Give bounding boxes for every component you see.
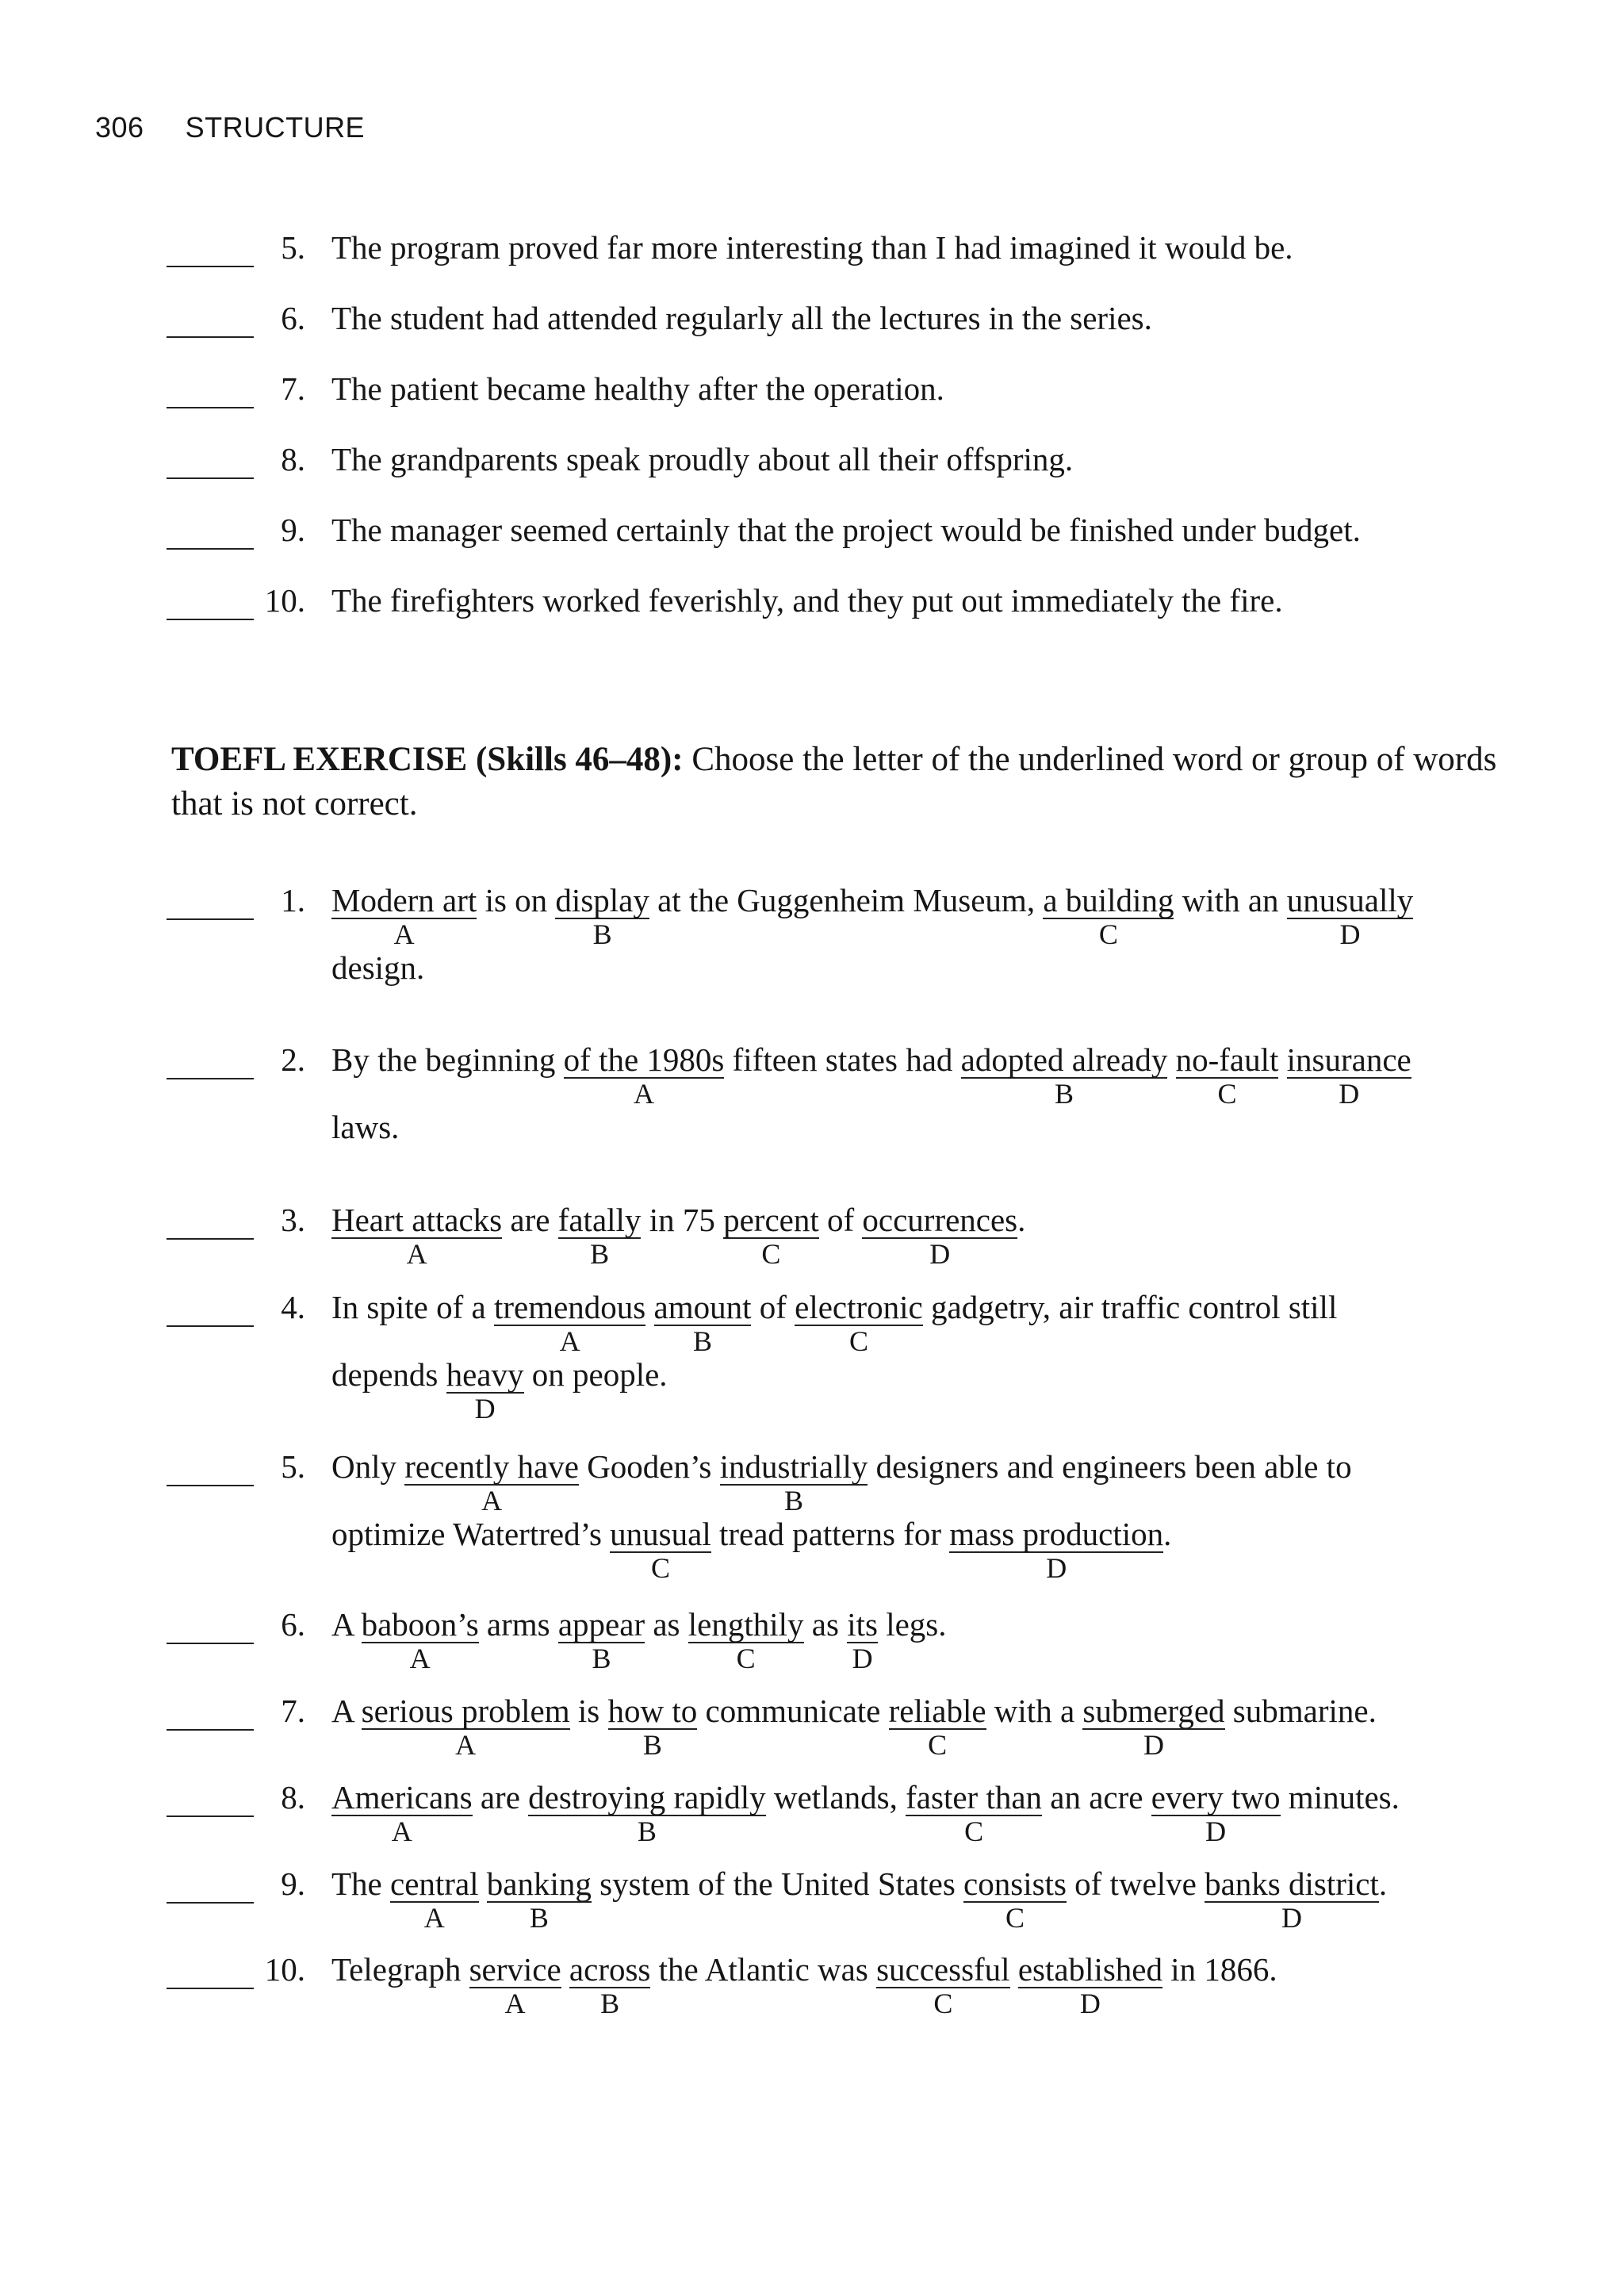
item-sentence: The student had attended regularly all the lectures in the series. [331,300,1152,336]
option-letter-d: D [852,1643,873,1675]
question-sentence: Telegraph service A across B the Atlantic was successful C established D in 1866. [331,1951,1277,2020]
question-number: 2. [281,1041,305,1078]
question-sentence: A serious problem A is how to B communicate reliable C with a submerged D submarine. [331,1693,1377,1762]
question-number: 4. [281,1289,305,1325]
question-number: 8. [281,1779,305,1815]
option-letter-b: B [692,1325,712,1358]
option-letter-d: D [474,1393,496,1425]
option-letter-d: D [1339,1078,1360,1110]
item-number: 9. [281,512,305,548]
underlined-option-b[interactable]: industrially B [719,1448,868,1517]
option-letter-a: A [455,1729,477,1762]
underlined-option-c[interactable]: percent C [723,1202,819,1271]
question-sentence: In spite of a tremendous A amount B of electronic C gadgetry, air traffic control still [331,1289,1338,1358]
underlined-option-c[interactable]: lengthily C [688,1606,804,1675]
option-letter-d: D [1079,1988,1101,2020]
option-letter-d: D [1046,1552,1067,1585]
underlined-option-d[interactable]: every two D [1151,1779,1281,1848]
option-letter-b: B [529,1902,549,1934]
question-number: 3. [281,1202,305,1238]
underlined-option-d[interactable]: its D [847,1606,878,1675]
question-sentence: Heart attacks A are fatally B in 75 percent C of occurrences D . [331,1202,1026,1271]
item-sentence: The grandparents speak proudly about all their offspring. [331,441,1074,477]
option-letter-a: A [634,1078,655,1110]
item-sentence: The manager seemed certainly that the project would be finished under budget. [331,512,1361,548]
option-letter-b: B [1054,1078,1074,1110]
option-letter-a: A [481,1485,503,1517]
item-number: 6. [281,300,305,336]
underlined-option-b[interactable]: adopted already B [960,1041,1168,1110]
option-letter-b: B [592,1643,611,1675]
option-letter-d: D [1143,1729,1164,1762]
option-letter-d: D [929,1238,951,1271]
question-continuation: depends heavy D on people. [331,1356,668,1425]
underlined-option-d[interactable]: heavy D [446,1356,524,1425]
underlined-option-d[interactable]: mass production D [949,1516,1164,1585]
option-letter-a: A [504,1988,526,2020]
underlined-option-a[interactable]: central A [390,1865,479,1934]
question-number: 10. [264,1951,305,1988]
option-letter-c: C [964,1815,984,1848]
underlined-option-b[interactable]: how to B [607,1693,698,1762]
underlined-option-a[interactable]: baboon’s A [361,1606,479,1675]
question-sentence: Modern art A is on display B at the Guggenheim Museum, a building C with an unusually D [331,882,1414,951]
question-number: 6. [281,1606,305,1643]
underlined-option-c[interactable]: no-fault C [1175,1041,1279,1110]
option-letter-a: A [391,1815,412,1848]
option-letter-c: C [761,1238,781,1271]
underlined-option-d[interactable]: established D [1017,1951,1163,2020]
question-number: 9. [281,1865,305,1902]
option-letter-a: A [393,918,415,951]
underlined-option-d[interactable]: submerged D [1082,1693,1225,1762]
underlined-option-c[interactable]: successful C [876,1951,1010,2020]
underlined-option-a[interactable]: tremendous A [493,1289,646,1358]
item-number: 5. [281,229,305,266]
page-number: 306 [95,111,144,144]
underlined-option-d[interactable]: occurrences D [862,1202,1018,1271]
question-number: 1. [281,882,305,918]
item-number: 8. [281,441,305,477]
option-letter-c: C [848,1325,868,1358]
underlined-option-a[interactable]: Heart attacks A [331,1202,503,1271]
option-letter-a: A [406,1238,427,1271]
option-letter-a: A [423,1902,445,1934]
underlined-option-a[interactable]: service A [469,1951,561,2020]
underlined-option-a[interactable]: Modern art A [331,882,477,951]
question-sentence: A baboon’s A arms appear B as lengthily C as its D legs. [331,1606,947,1675]
option-letter-b: B [600,1988,620,2020]
exercise-instructions: Choose the letter of the underlined word or group of words that is not correct. [171,741,1497,822]
option-letter-c: C [928,1729,948,1762]
option-letter-d: D [1281,1902,1302,1934]
option-letter-c: C [1098,918,1118,951]
question-continuation: laws. [331,1109,400,1145]
underlined-option-c[interactable]: a building C [1043,882,1174,951]
underlined-option-d[interactable]: insurance D [1286,1041,1411,1110]
question-sentence: Americans A are destroying rapidly B wetlands, faster than C an acre every two D minutes. [331,1779,1400,1848]
underlined-option-b[interactable]: display B [555,882,649,951]
option-letter-c: C [1005,1902,1025,1934]
option-letter-c: C [933,1988,953,2020]
question-sentence: By the beginning of the 1980s A fifteen states had adopted already B no-fault C insurance D [331,1041,1411,1110]
question-number: 7. [281,1693,305,1729]
item-sentence: The patient became healthy after the operation. [331,370,944,407]
running-head [95,111,365,144]
underlined-option-c[interactable]: consists C [963,1865,1067,1934]
underlined-option-d[interactable]: banks district D [1205,1865,1379,1934]
option-letter-b: B [592,918,612,951]
question-sentence: Only recently have A Gooden’s industrially B designers and engineers been able to [331,1448,1352,1517]
underlined-option-c[interactable]: faster than C [906,1779,1043,1848]
underlined-option-b[interactable]: banking B [486,1865,592,1934]
exercise-heading [171,738,1551,826]
question-continuation: optimize Watertred’s unusual C tread patterns for mass production D . [331,1516,1172,1585]
option-letter-a: A [409,1643,431,1675]
question-continuation: design. [331,949,425,986]
question-sentence: The central A banking B system of the United States consists C of twelve banks district D . [331,1865,1388,1934]
underlined-option-b[interactable]: destroying rapidly B [528,1779,766,1848]
exercise-title: TOEFL EXERCISE (Skills 46–48): [171,741,684,778]
underlined-option-a[interactable]: Americans A [331,1779,473,1848]
question-number: 5. [281,1448,305,1485]
underlined-option-c[interactable]: reliable C [888,1693,986,1762]
underlined-option-a[interactable]: recently have A [404,1448,579,1517]
item-number: 10. [264,582,305,619]
option-letter-c: C [1217,1078,1237,1110]
option-letter-b: B [783,1485,803,1517]
option-letter-d: D [1205,1815,1227,1848]
option-letter-b: B [642,1729,662,1762]
underlined-option-b[interactable]: fatally B [557,1202,642,1271]
underlined-option-c[interactable]: electronic C [795,1289,923,1358]
option-letter-d: D [1339,918,1361,951]
underlined-option-d[interactable]: unusually D [1286,882,1414,951]
underlined-option-c[interactable]: unusual C [610,1516,711,1585]
option-letter-b: B [637,1815,657,1848]
option-letter-c: C [736,1643,756,1675]
section-title: STRUCTURE [185,111,366,144]
item-sentence: The program proved far more interesting than I had imagined it would be. [331,229,1293,266]
option-letter-b: B [590,1238,610,1271]
option-letter-c: C [650,1552,670,1585]
option-letter-a: A [559,1325,580,1358]
item-number: 7. [281,370,305,407]
underlined-option-a[interactable]: serious problem A [361,1693,570,1762]
underlined-option-b[interactable]: amount B [653,1289,752,1358]
underlined-option-a[interactable]: of the 1980s A [563,1041,725,1110]
item-sentence: The firefighters worked feverishly, and they put out immediately the fire. [331,582,1283,619]
underlined-option-b[interactable]: appear B [557,1606,645,1675]
underlined-option-b[interactable]: across B [569,1951,651,2020]
